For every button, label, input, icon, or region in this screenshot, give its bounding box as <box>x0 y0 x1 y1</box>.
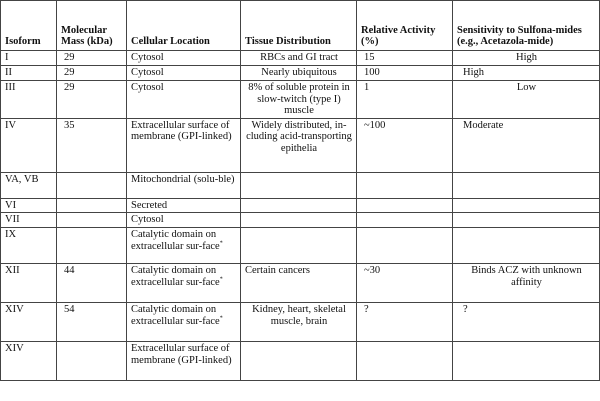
cell-cellular-location-text: Extracellular surface of membrane (GPI-linked) <box>131 119 232 143</box>
cell-molecular-mass-text: 54 <box>64 303 75 315</box>
cell-tissue-distribution-text: Kidney, heart, skeletal muscle, brain <box>252 303 346 327</box>
cell-isoform-text: VI <box>5 199 17 211</box>
cell-isoform-text: III <box>5 82 16 93</box>
cell-isoform-text: I <box>5 52 9 63</box>
cell-molecular-mass <box>57 302 127 341</box>
cell-sensitivity <box>453 198 600 213</box>
header-tissue-distribution: Tissue Distribution <box>241 1 357 51</box>
cell-tissue-distribution-text: RBCs and GI tract <box>260 52 338 63</box>
header-cellular-location: Cellular Location <box>127 1 241 51</box>
header-relative-activity: Relative Activity (%) <box>357 1 453 51</box>
cell-relative-activity <box>357 302 453 341</box>
table-row <box>1 81 600 119</box>
cell-tissue-distribution <box>241 172 357 198</box>
cell-tissue-distribution <box>241 118 357 172</box>
cell-isoform-text: VII <box>5 214 20 226</box>
table-body <box>1 51 600 381</box>
cell-molecular-mass <box>57 227 127 263</box>
table-row <box>1 263 600 302</box>
cell-cellular-location <box>127 118 241 172</box>
cell-isoform <box>1 227 57 263</box>
cell-molecular-mass-text: 29 <box>64 52 75 63</box>
cell-relative-activity <box>357 51 453 66</box>
cell-cellular-location-text: Cytosol <box>131 214 164 226</box>
cell-isoform-text: IV <box>5 119 17 131</box>
cell-sensitivity-text: High <box>463 67 484 78</box>
table-row <box>1 172 600 198</box>
cell-isoform <box>1 51 57 66</box>
cell-molecular-mass <box>57 172 127 198</box>
cell-molecular-mass <box>57 213 127 228</box>
cell-tissue-distribution <box>241 198 357 213</box>
cell-cellular-location <box>127 302 241 341</box>
cell-cellular-location <box>127 227 241 263</box>
cell-sensitivity <box>453 172 600 198</box>
cell-tissue-distribution <box>241 66 357 81</box>
table-row <box>1 302 600 341</box>
cell-isoform-text: IX <box>5 228 17 240</box>
cell-molecular-mass-text: 29 <box>64 67 75 78</box>
cell-sensitivity <box>453 341 600 380</box>
cell-isoform <box>1 198 57 213</box>
cell-isoform <box>1 302 57 341</box>
cell-sensitivity-text: Binds ACZ with unknown affinity <box>471 264 582 288</box>
cell-sensitivity-text: High <box>516 52 537 63</box>
cell-tissue-distribution-text: Widely distributed, in-cluding acid-transporting epithelia <box>246 119 352 154</box>
cell-cellular-location <box>127 81 241 119</box>
cell-molecular-mass-text: 35 <box>64 119 75 131</box>
cell-tissue-distribution-text: Certain cancers <box>245 264 311 276</box>
cell-cellular-location-text: Cytosol <box>131 82 164 93</box>
cell-isoform-text: XIV <box>5 342 24 354</box>
cell-tissue-distribution <box>241 263 357 302</box>
cell-cellular-location <box>127 213 241 228</box>
table-row <box>1 198 600 213</box>
cell-sensitivity <box>453 51 600 66</box>
cell-cellular-location-text: Secreted <box>131 199 168 211</box>
cell-relative-activity-text: ~30 <box>364 264 381 276</box>
cell-relative-activity-text: 1 <box>364 82 370 93</box>
cell-sensitivity <box>453 227 600 263</box>
cell-tissue-distribution-text: 8% of soluble protein in slow-twitch (type I) muscle <box>248 82 350 117</box>
cell-relative-activity <box>357 263 453 302</box>
header-molecular-mass: Molecular Mass (kDa) <box>57 1 127 51</box>
table-row <box>1 341 600 380</box>
footnote-marker: * <box>219 315 223 322</box>
cell-relative-activity <box>357 172 453 198</box>
cell-tissue-distribution-text: Nearly ubiquitous <box>261 67 337 78</box>
cell-cellular-location <box>127 51 241 66</box>
cell-molecular-mass <box>57 263 127 302</box>
cell-cellular-location-text: Cytosol <box>131 67 164 78</box>
cell-isoform <box>1 263 57 302</box>
cell-tissue-distribution <box>241 227 357 263</box>
cell-cellular-location-text: Extracellular surface of membrane (GPI-linked) <box>131 342 232 366</box>
cell-isoform <box>1 213 57 228</box>
cell-cellular-location-text: Catalytic domain on extracellular sur-face <box>131 228 220 252</box>
cell-molecular-mass <box>57 341 127 380</box>
cell-sensitivity <box>453 213 600 228</box>
header-isoform: Isoform <box>1 1 57 51</box>
cell-molecular-mass <box>57 198 127 213</box>
cell-isoform <box>1 341 57 380</box>
cell-cellular-location <box>127 172 241 198</box>
cell-molecular-mass-text: 29 <box>64 82 75 93</box>
cell-isoform-text: VA, VB <box>5 173 39 185</box>
cell-cellular-location-text: Catalytic domain on extracellular sur-face <box>131 264 220 288</box>
header-row <box>1 1 600 51</box>
cell-relative-activity <box>357 198 453 213</box>
cell-isoform <box>1 118 57 172</box>
cell-relative-activity <box>357 341 453 380</box>
cell-tissue-distribution <box>241 213 357 228</box>
cell-molecular-mass <box>57 118 127 172</box>
cell-sensitivity-text: ? <box>463 303 468 315</box>
cell-sensitivity <box>453 302 600 341</box>
cell-cellular-location-text: Mitochondrial (solu-ble) <box>131 173 235 185</box>
cell-relative-activity-text: 15 <box>364 52 375 63</box>
footnote-marker: * <box>219 240 223 247</box>
cell-tissue-distribution <box>241 341 357 380</box>
table-row <box>1 213 600 228</box>
cell-isoform-text: XII <box>5 264 20 276</box>
cell-molecular-mass <box>57 66 127 81</box>
cell-relative-activity <box>357 213 453 228</box>
cell-sensitivity <box>453 81 600 119</box>
cell-cellular-location <box>127 66 241 81</box>
cell-tissue-distribution <box>241 51 357 66</box>
cell-relative-activity-text: ? <box>364 303 369 315</box>
cell-tissue-distribution <box>241 302 357 341</box>
cell-relative-activity <box>357 66 453 81</box>
cell-tissue-distribution <box>241 81 357 119</box>
cell-cellular-location <box>127 341 241 380</box>
cell-isoform <box>1 66 57 81</box>
cell-relative-activity <box>357 118 453 172</box>
cell-isoform <box>1 81 57 119</box>
cell-relative-activity <box>357 81 453 119</box>
cell-sensitivity <box>453 66 600 81</box>
cell-cellular-location-text: Catalytic domain on extracellular sur-face <box>131 303 220 327</box>
cell-relative-activity-text: ~100 <box>364 119 386 131</box>
table-row <box>1 66 600 81</box>
cell-relative-activity <box>357 227 453 263</box>
cell-sensitivity-text: Low <box>516 82 537 93</box>
cell-molecular-mass-text: 44 <box>64 264 75 276</box>
header-sensitivity: Sensitivity to Sulfona-mides (e.g., Acetazola-mide) <box>453 1 600 51</box>
cell-isoform <box>1 172 57 198</box>
cell-molecular-mass <box>57 81 127 119</box>
cell-cellular-location-text: Cytosol <box>131 52 164 63</box>
cell-isoform-text: XIV <box>5 303 24 315</box>
cell-molecular-mass <box>57 51 127 66</box>
cell-sensitivity <box>453 263 600 302</box>
table-row <box>1 51 600 66</box>
cell-isoform-text: II <box>5 67 12 78</box>
cell-sensitivity-text: Moderate <box>463 119 504 131</box>
cell-cellular-location <box>127 198 241 213</box>
cell-relative-activity-text: 100 <box>364 67 380 78</box>
table-row <box>1 118 600 172</box>
cell-sensitivity <box>453 118 600 172</box>
table-row <box>1 227 600 263</box>
footnote-marker: * <box>219 276 223 283</box>
cell-cellular-location <box>127 263 241 302</box>
